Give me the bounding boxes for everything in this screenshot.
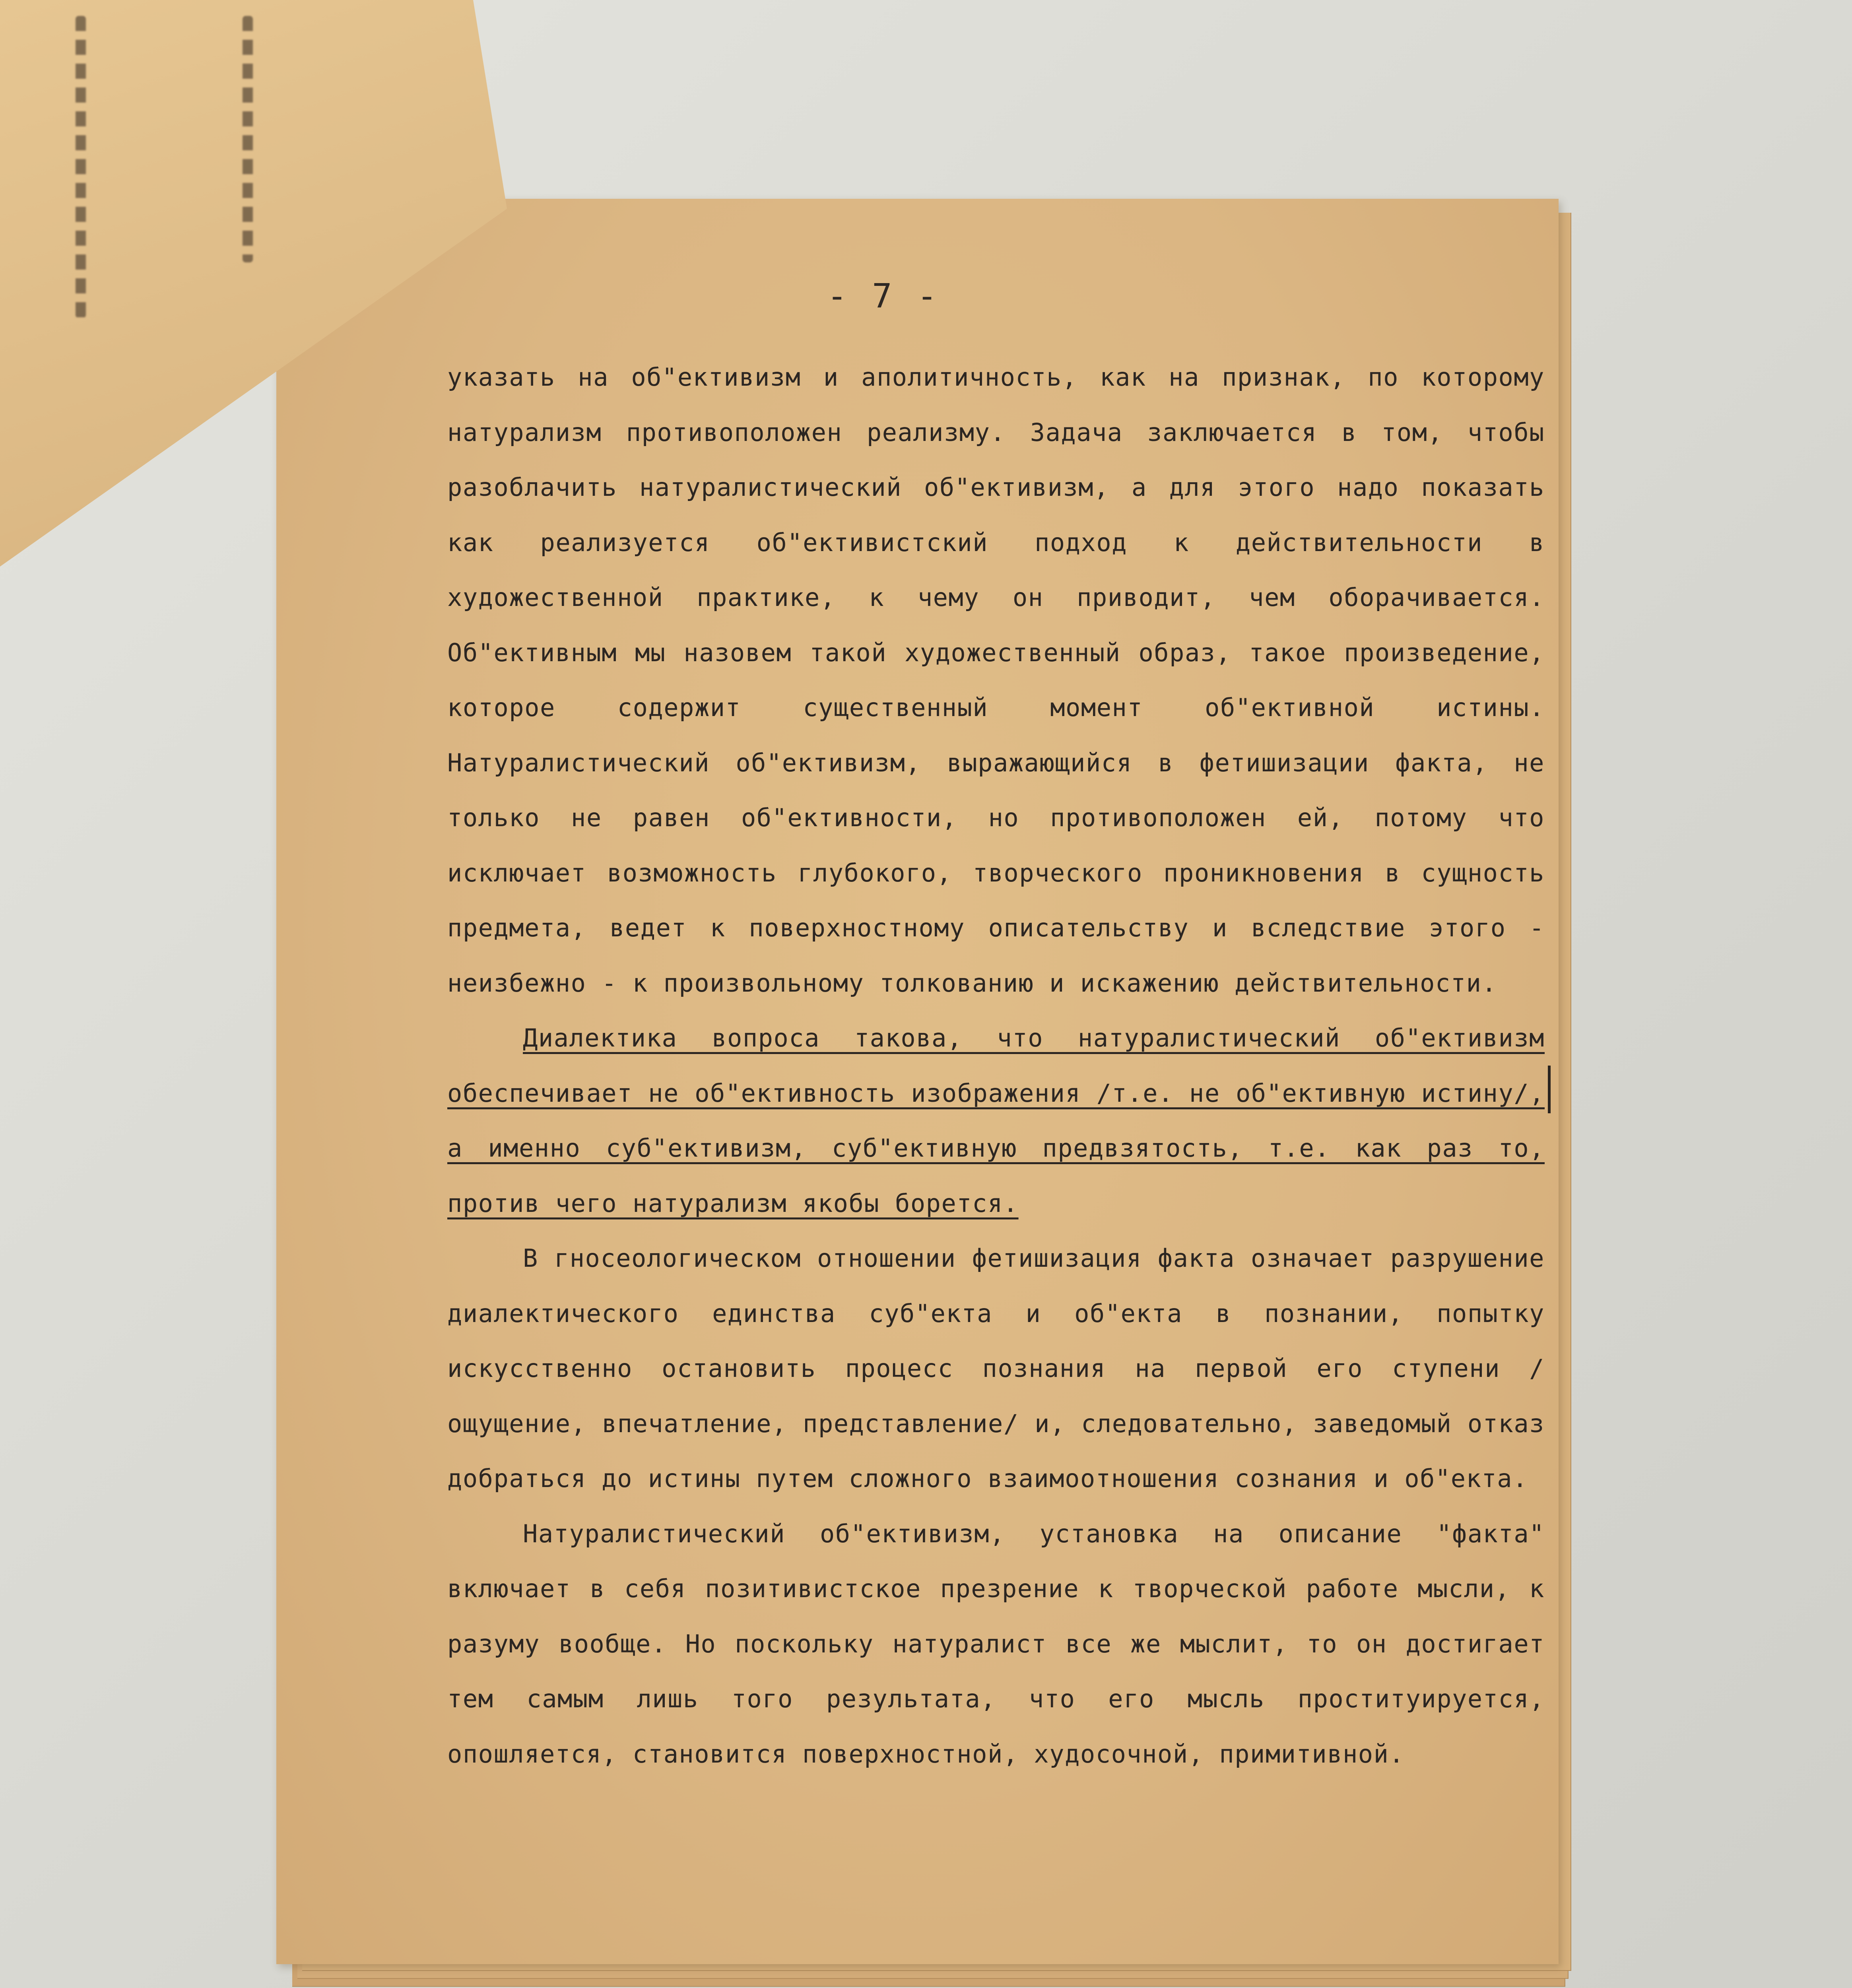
paragraph-3: В гносеологическом отношении фетишизация факта означает разрушение диалектического единства суб"екта и об"екта в познании, попытку искусственно остановить процесс познания на первой его ступени /ощущение, впечатление, представление/ и, следовательно, заведомый отказ добраться до истины путем сложного взаимоотношения сознания и об"екта.	[447, 1244, 1545, 1493]
paragraph-1: указать на об"ективизм и аполитичность, как на признак, по которому натурализм противоположен реализму. Задача заключается в том, чтобы разоблачить натуралистический об"ективизм, а для этого надо показать как реализуется об"ективистский подход к действительности в художественной практике, к чему он приводит, чем оборачивается. Об"ективным мы назовем такой художественный образ, такое произведение, которое содержит существенный момент об"ективной истины. Натуралистический об"ективизм, выражающийся в фетишизации факта, не только не равен об"ективности, но противоположен ей, потому что исключает возможность глубокого, творческого проникновения в сущность предмета, ведет к поверхностному описательству и вследствие этого - неизбежно - к произвольному толкованию и искажению действительности.	[447, 363, 1545, 998]
page-number: - 7 -	[827, 276, 940, 315]
document-body	[447, 350, 1545, 1782]
paragraph-2-underlined	[447, 1011, 1545, 1231]
margin-pencil-mark	[1548, 1066, 1551, 1113]
paragraph-4: Натуралистический об"ективизм, установка на описание "факта" включает в себя позитивистское презрение к творческой работе мысли, к разуму вообще. Но поскольку натуралист все же мыслит, то он достигает тем самым лишь того результата, что его мысль проституируется, опошляется, становится поверхностной, худосочной, примитивной.	[447, 1519, 1545, 1769]
overlapping-sheet-illegible-text	[24, 16, 382, 374]
underlined-passage: Диалектика вопроса такова, что натуралистический об"ективизм обеспечивает не об"ективность изображения /т.е. не об"ективную истину/, а именно суб"ективизм, суб"ективную предвзятость, т.е. как раз то, против чего натурализм якобы борется.	[447, 1023, 1545, 1218]
